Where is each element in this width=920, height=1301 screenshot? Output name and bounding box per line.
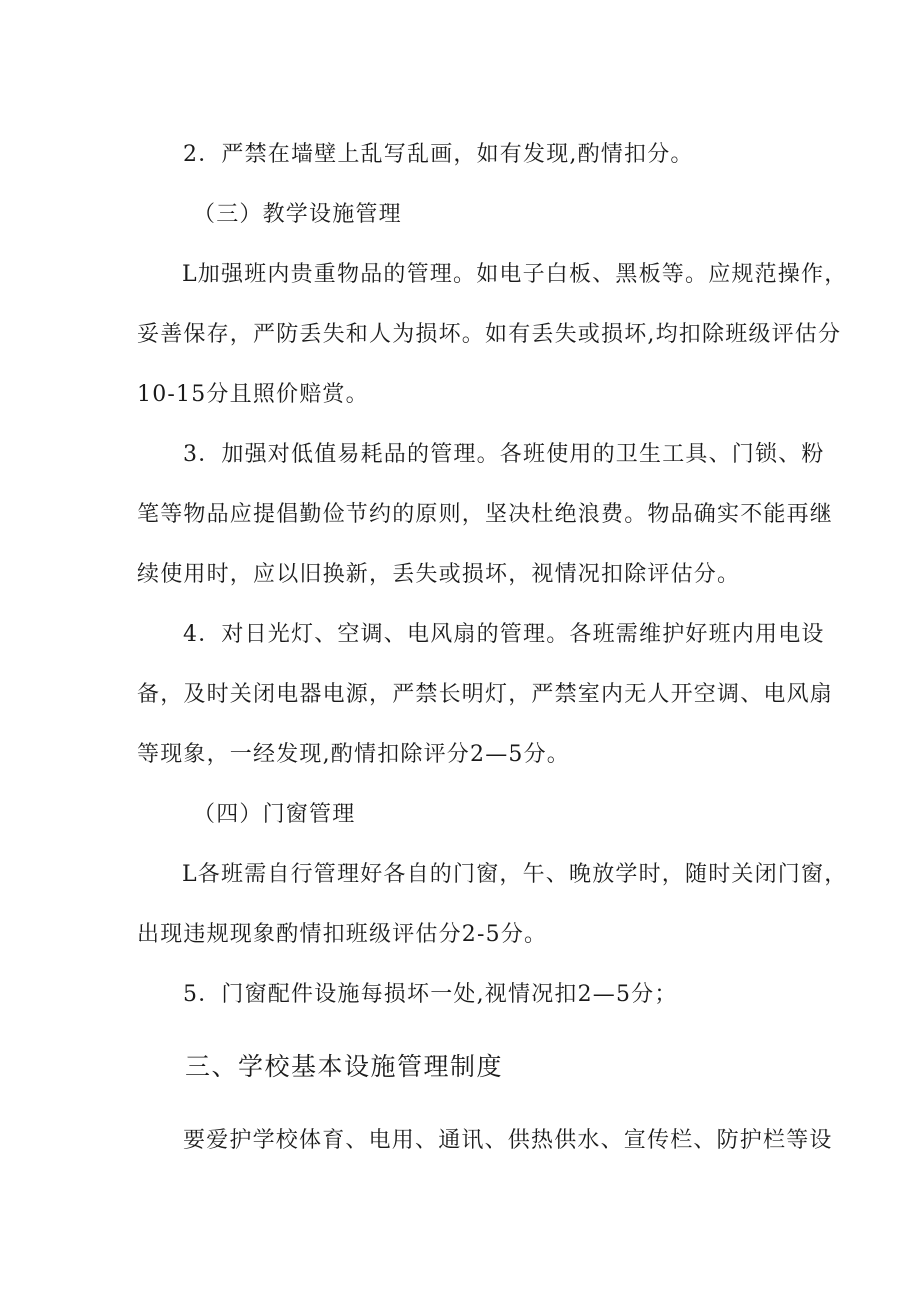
- paragraph-line-3: 妥善保存，严防丢失和人为损坏。如有丢失或损坏,均扣除班级评估分: [137, 322, 842, 347]
- subsection-title-3: （三）教学设施管理: [193, 202, 402, 227]
- paragraph-line-2: L加强班内贵重物品的管理。如电子白板、黑板等。应规范操作，: [182, 262, 848, 287]
- subsection-title-4: （四）门窗管理: [193, 802, 356, 827]
- paragraph-line-7: 续使用时，应以旧换新，丢失或损坏，视情况扣除评估分。: [137, 562, 741, 587]
- paragraph-line-1: 2．严禁在墙壁上乱写乱画，如有发现,酌情扣分。: [183, 142, 694, 167]
- paragraph-line-9: 备，及时关闭电器电源，严禁长明灯，严禁室内无人开空调、电风扇: [137, 682, 834, 707]
- paragraph-line-8: 4．对日光灯、空调、电风扇的管理。各班需维护好班内用电设: [183, 622, 825, 647]
- paragraph-line-13: 5．门窗配件设施每损坏一处,视情况扣2—5分；: [183, 982, 678, 1007]
- paragraph-line-4: 10-15分且照价赔赏。: [137, 382, 369, 407]
- paragraph-line-12: 出现违规现象酌情扣班级评估分2-5分。: [137, 922, 548, 947]
- paragraph-line-5: 3．加强对低值易耗品的管理。各班使用的卫生工具、门锁、粉: [183, 442, 825, 467]
- paragraph-line-14: 要爱护学校体育、电用、通讯、供热供水、宣传栏、防护栏等设: [183, 1128, 833, 1153]
- paragraph-line-11: L各班需自行管理好各自的门窗，午、晚放学时，随时关闭门窗，: [182, 862, 848, 887]
- section-heading: 三、学校基本设施管理制度: [185, 1052, 504, 1081]
- paragraph-line-10: 等现象，一经发现,酌情扣除评分2—5分。: [137, 742, 570, 767]
- paragraph-line-6: 笔等物品应提倡勤俭节约的原则，坚决杜绝浪费。物品确实不能再继: [137, 502, 834, 527]
